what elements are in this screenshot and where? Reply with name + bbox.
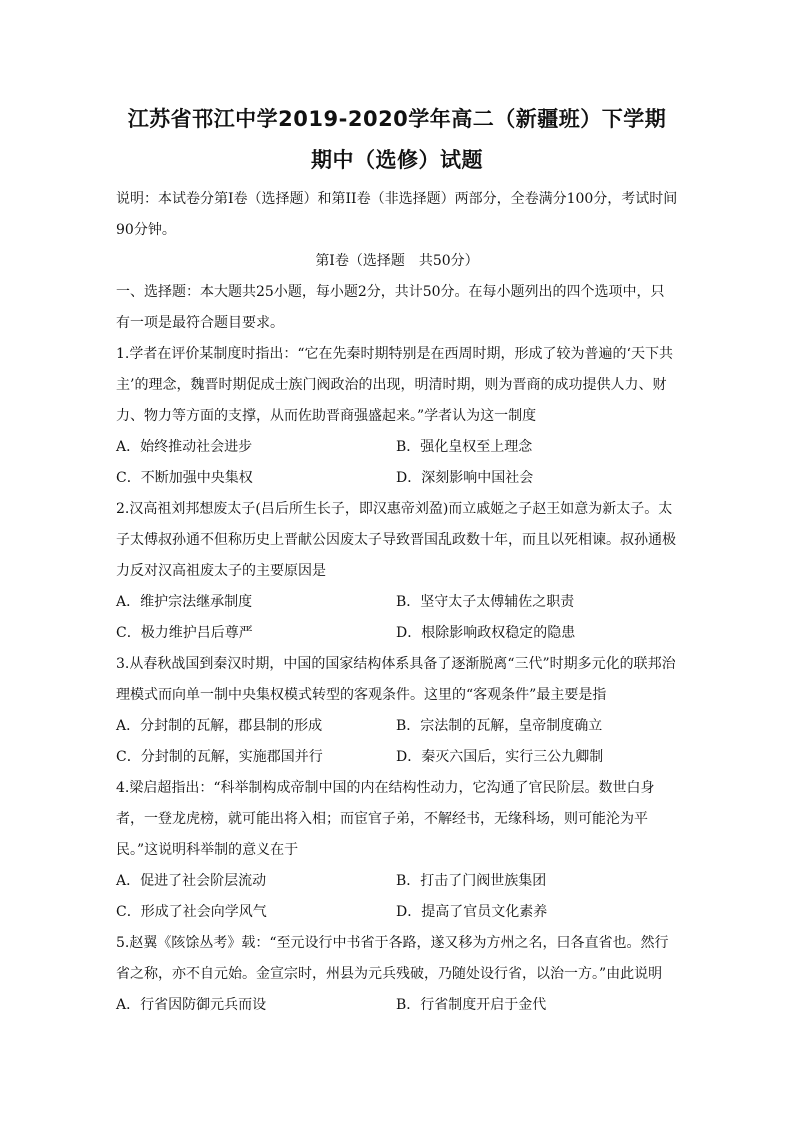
question-3-option-a: A．分封制的瓦解，郡县制的形成 bbox=[116, 718, 323, 734]
question-2-options-row-2 bbox=[116, 618, 678, 649]
question-2-option-d: D．根除影响政权稳定的隐患 bbox=[396, 625, 576, 641]
part-one-instructions: 一、选择题：本大题共25小题，每小题2分，共计50分。在每小题列出的四个选项中，只有一项是最符合题目要求。 bbox=[116, 284, 665, 331]
question-1-stem: 1.学者在评价某制度时指出：“它在先秦时期特别是在西周时期，形成了较为普遍的‘天下共主’的理念，魏晋时期促成士族门阀政治的出现，明清时期，则为晋商的成功提供人力、财力、物力等方面的支撑，从而佐助晋商强盛起来。”学者认为这一制度 bbox=[116, 346, 673, 424]
question-2-option-c: C．极力维护吕后尊严 bbox=[116, 625, 253, 641]
question-2-options-row-1 bbox=[116, 587, 678, 618]
question-1-option-c: C．不断加强中央集权 bbox=[116, 470, 253, 486]
question-1-option-d: D．深刻影响中国社会 bbox=[396, 470, 534, 486]
question-3-options-row-2 bbox=[116, 742, 678, 773]
question-3-options-row-1 bbox=[116, 711, 678, 742]
question-5-options-row-1 bbox=[116, 990, 678, 1021]
question-1-option-a: A．始终推动社会进步 bbox=[116, 439, 253, 455]
exam-title-line2: 期中（选修）试题 bbox=[311, 148, 483, 172]
exam-instructions: 说明：本试卷分第Ⅰ卷（选择题）和第II卷（非选择题）两部分，全卷满分100分，考试时间90分钟。 bbox=[116, 191, 678, 238]
question-5-stem: 5.赵翼《陔馀丛考》载：“至元设行中书省于各路，遂又移为方州之名，曰各直省也。然行省之称，亦不自元始。金宣宗时，州县为元兵残破，乃随处设行省，以治一方。”由此说明 bbox=[116, 935, 669, 982]
section-heading: 第Ⅰ卷（选择题 共50分） bbox=[315, 253, 479, 269]
question-3-option-d: D．秦灭六国后，实行三公九卿制 bbox=[396, 749, 604, 765]
question-5-option-a: A．行省因防御元兵而设 bbox=[116, 997, 267, 1013]
question-4-option-d: D．提高了官员文化素养 bbox=[396, 904, 548, 920]
question-4-options-row-1 bbox=[116, 866, 678, 897]
question-4-stem: 4.梁启超指出：“科举制构成帝制中国的内在结构性动力，它沟通了官民阶层。数世白身者，一登龙虎榜，就可能出将入相；而宦官子弟，不解经书，无缘科场，则可能沦为平民。”这说明科举制的意义在于 bbox=[116, 780, 655, 858]
exam-title-line1: 江苏省邗江中学2019-2020学年高二（新疆班）下学期 bbox=[127, 107, 667, 131]
question-1-options-row-1 bbox=[116, 432, 678, 463]
question-3-stem: 3.从春秋战国到秦汉时期，中国的国家结构体系具备了逐渐脱离“三代”时期多元化的联邦治理模式而向单一制中央集权模式转型的客观条件。这里的“客观条件”最主要是指 bbox=[116, 656, 676, 703]
question-4-option-a: A．促进了社会阶层流动 bbox=[116, 873, 267, 889]
question-5-option-b: B．行省制度开启于金代 bbox=[396, 997, 547, 1013]
question-4-options-row-2 bbox=[116, 897, 678, 928]
question-2-option-a: A．维护宗法继承制度 bbox=[116, 594, 253, 610]
question-3-option-b: B．宗法制的瓦解，皇帝制度确立 bbox=[396, 718, 603, 734]
question-2-stem: 2.汉高祖刘邦想废太子(吕后所生长子，即汉惠帝刘盈)而立戚姬之子赵王如意为新太子。太子太傅叔孙通不但称历史上晋献公因废太子导致晋国乱政数十年，而且以死相谏。叔孙通极力反对汉高祖废太子的主要原因是 bbox=[116, 501, 676, 579]
question-2-option-b: B．坚守太子太傅辅佐之职责 bbox=[396, 594, 575, 610]
question-1-option-b: B．强化皇权至上理念 bbox=[396, 439, 533, 455]
question-4-option-c: C．形成了社会向学风气 bbox=[116, 904, 267, 920]
exam-body bbox=[116, 184, 678, 1021]
question-4-option-b: B．打击了门阀世族集团 bbox=[396, 873, 547, 889]
question-3-option-c: C．分封制的瓦解，实施郡国并行 bbox=[116, 749, 323, 765]
question-1-options-row-2 bbox=[116, 463, 678, 494]
